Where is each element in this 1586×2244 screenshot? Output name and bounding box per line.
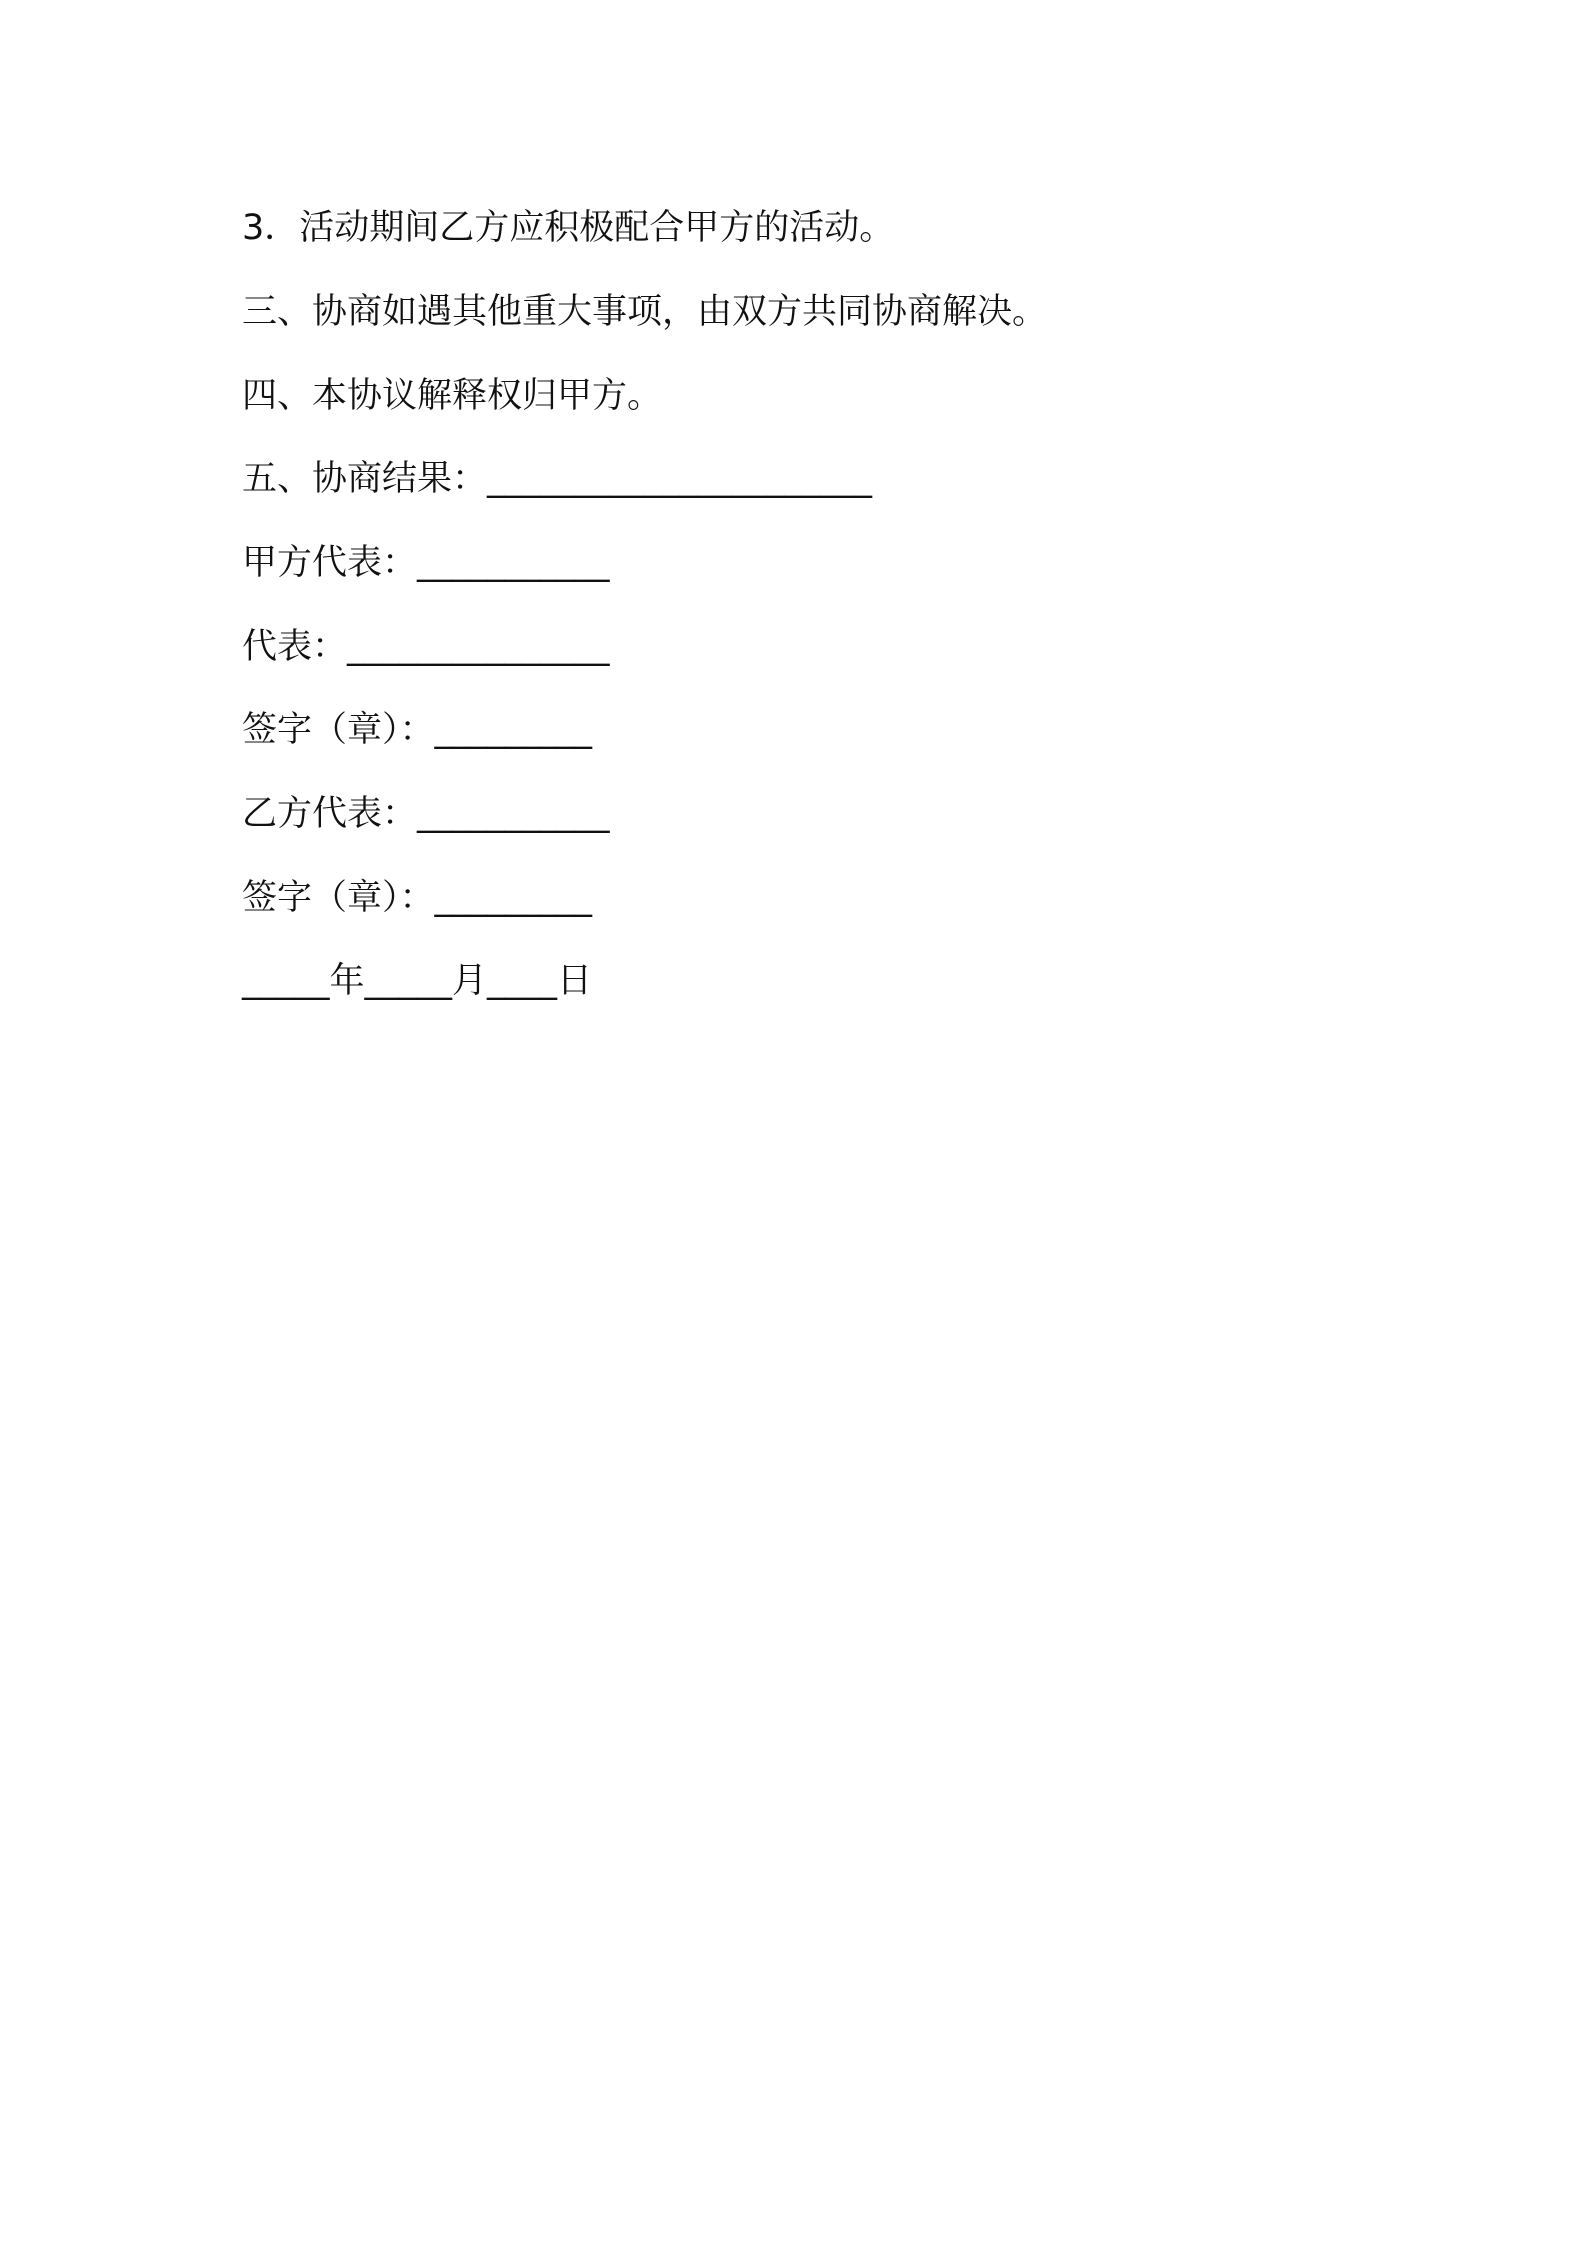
date-field: _____年_____月____日 xyxy=(242,961,593,1001)
clause-four-interpretation: 四、本协议解释权归甲方。 xyxy=(242,376,663,416)
party-a-representative-field: 甲方代表：___________ xyxy=(242,543,610,583)
clause-3-cooperation: 3．活动期间乙方应积极配合甲方的活动。 xyxy=(242,208,895,248)
party-b-signature-field: 签字（章）：_________ xyxy=(242,878,593,918)
party-b-representative-field: 乙方代表：___________ xyxy=(242,794,610,834)
representative-field: 代表：_______________ xyxy=(242,627,610,667)
clause-five-result-field: 五、协商结果：______________________ xyxy=(242,459,873,499)
clause-three-consultation: 三、协商如遇其他重大事项，由双方共同协商解决。 xyxy=(242,292,1048,332)
party-a-signature-field: 签字（章）：_________ xyxy=(242,710,593,750)
